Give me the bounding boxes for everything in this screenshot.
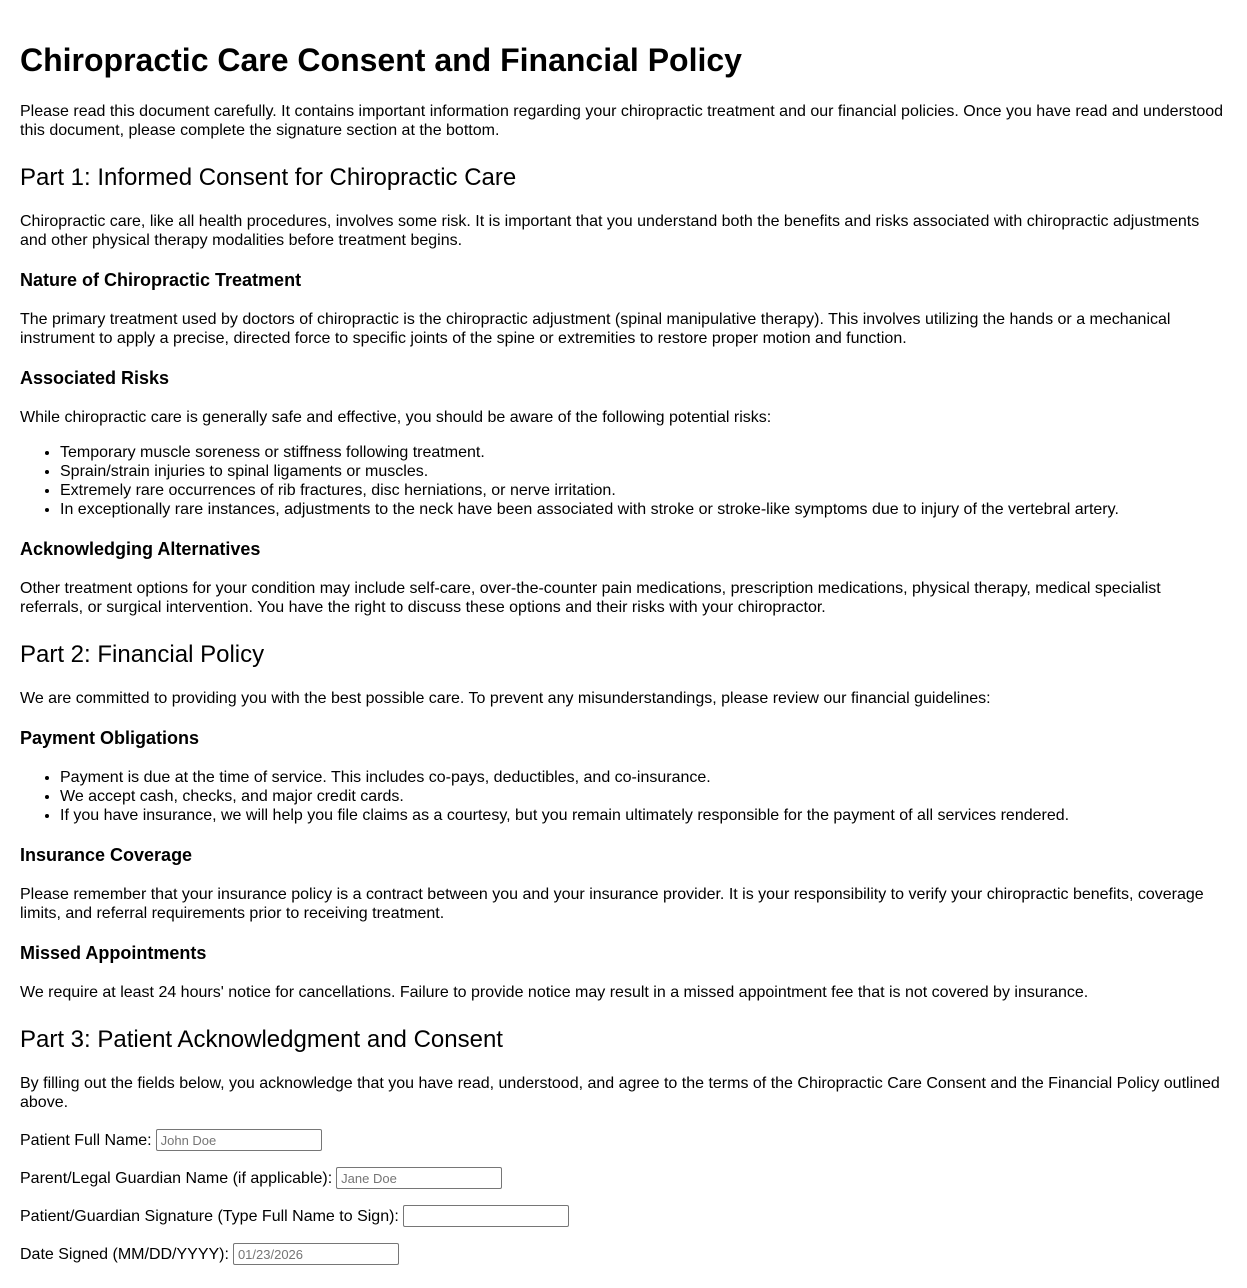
list-item: • In exceptionally rare instances, adjustments to the neck have been associated with stroke or stroke-like symptoms due to injury of the vertebral artery.	[60, 500, 1227, 519]
list-item: • Payment is due at the time of service. This includes co-pays, deductibles, and co-insurance.	[60, 768, 1227, 787]
date-signed-input[interactable]	[233, 1243, 399, 1265]
list-item: • Temporary muscle soreness or stiffness following treatment.	[60, 443, 1227, 462]
alternatives-text: Other treatment options for your condition may include self-care, over-the-counter pain medications, prescription medications, physical therapy, medical specialist referrals, or surgical intervention. You have the right to discuss these options and their risks with your chiropractor.	[20, 580, 1161, 616]
list-item: • Sprain/strain injuries to spinal ligaments or muscles.	[60, 462, 1227, 481]
risks-text: While chiropractic care is generally safe and effective, you should be aware of the following potential risks:	[20, 409, 772, 426]
insurance-text: Please remember that your insurance policy is a contract between you and your insurance provider. It is your responsibility to verify your chiropractic benefits, coverage limits, and referral requirements prior to receiving treatment.	[20, 886, 1204, 922]
part3-intro: By filling out the fields below, you acknowledge that you have read, understood, and agree to the terms of the Chiropractic Care Consent and the Financial Policy outlined above.	[20, 1075, 1220, 1111]
signature-input[interactable]	[403, 1205, 569, 1227]
page-title: Chiropractic Care Consent and Financial Policy	[20, 42, 742, 78]
part1-intro: Chiropractic care, like all health procedures, involves some risk. It is important that you understand both the benefits and risks associated with chiropractic adjustments and other physical therapy modalities before treatment begins.	[20, 213, 1200, 249]
alternatives-heading: Acknowledging Alternatives	[20, 539, 261, 559]
patient-name-input[interactable]	[156, 1129, 322, 1151]
risks-heading: Associated Risks	[20, 368, 170, 388]
signature-row	[20, 1204, 1227, 1228]
payment-heading: Payment Obligations	[20, 728, 200, 748]
insurance-heading: Insurance Coverage	[20, 845, 193, 865]
intro-paragraph: Please read this document carefully. It contains important information regarding your chiropractic treatment and our financial policies. Once you have read and understood this document, please complete the signature section at the bottom.	[20, 103, 1224, 139]
guardian-name-input[interactable]	[336, 1167, 502, 1189]
list-item: • We accept cash, checks, and major credit cards.	[60, 787, 1227, 806]
guardian-name-row	[20, 1166, 1227, 1190]
part2-heading: Part 2: Financial Policy	[20, 641, 265, 668]
part2-intro: We are committed to providing you with the best possible care. To prevent any misunderstandings, please review our financial guidelines:	[20, 690, 991, 707]
missed-text: We require at least 24 hours' notice for cancellations. Failure to provide notice may result in a missed appointment fee that is not covered by insurance.	[20, 984, 1089, 1001]
patient-name-label: Patient Full Name:	[20, 1131, 152, 1149]
list-item: • Extremely rare occurrences of rib fractures, disc herniations, or nerve irritation.	[60, 481, 1227, 500]
patient-name-row	[20, 1128, 1227, 1152]
payment-list	[20, 768, 1227, 825]
part1-heading: Part 1: Informed Consent for Chiropractic Care	[20, 164, 517, 191]
missed-heading: Missed Appointments	[20, 943, 207, 963]
date-signed-label: Date Signed (MM/DD/YYYY):	[20, 1245, 229, 1263]
date-signed-row	[20, 1242, 1227, 1266]
risks-list	[20, 443, 1227, 519]
part3-heading: Part 3: Patient Acknowledgment and Consent	[20, 1026, 503, 1053]
list-item: • If you have insurance, we will help you file claims as a courtesy, but you remain ultimately responsible for the payment of all services rendered.	[60, 806, 1227, 825]
nature-text: The primary treatment used by doctors of chiropractic is the chiropractic adjustment (spinal manipulative therapy). This involves utilizing the hands or a mechanical instrument to apply a precise, directed force to specific joints of the spine or extremities to restore proper motion and function.	[20, 311, 1171, 347]
guardian-name-label: Parent/Legal Guardian Name (if applicable):	[20, 1169, 333, 1187]
nature-heading: Nature of Chiropractic Treatment	[20, 270, 302, 290]
signature-label: Patient/Guardian Signature (Type Full Name to Sign):	[20, 1207, 399, 1225]
